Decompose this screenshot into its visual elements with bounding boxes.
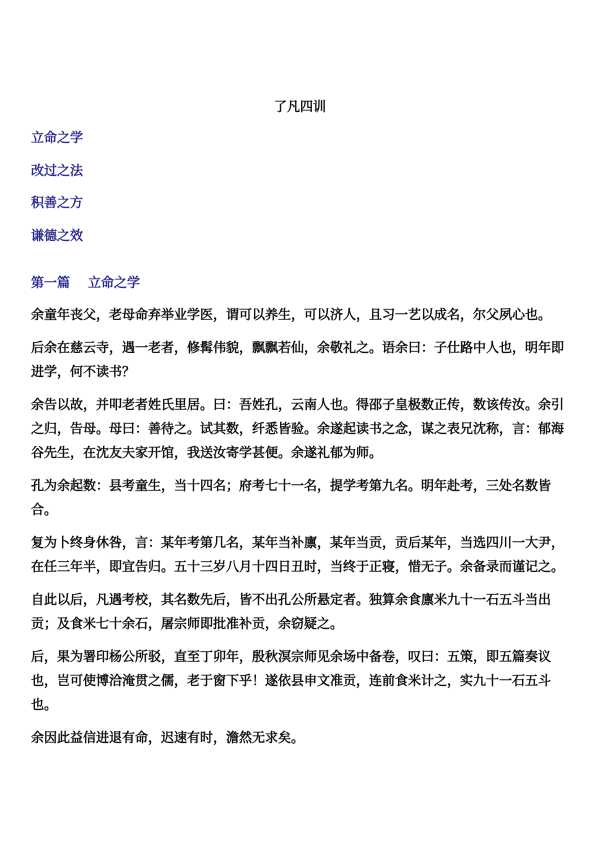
- paragraph: 余童年丧父，老母命弃举业学医，谓可以养生，可以济人，且习一艺以成名，尔父夙心也。: [31, 308, 552, 323]
- paragraph: 复为卜终身休咎，言：某年考第几名，某年当补廪，某年当贡，贡后某年，当选四川一大尹，在任三年半，即宜告归。五十三岁八月十四日丑时，当终于正寝，惜无子。余备录而谨记之。: [31, 536, 565, 575]
- paragraph: 余告以故，并叩老者姓氏里居。曰：吾姓孔，云南人也。得邵子皇极数正传，数该传汝。余引之归，告母。母曰：善待之。试其数，纤悉皆验。余遂起读书之念，谋之表兄沈称，言：郁海谷先生，在沈友夫家开馆，我送汝寄学甚便。余遂礼郁为师。: [31, 398, 565, 461]
- document-title: 了凡四训: [273, 100, 326, 115]
- chapter-name: 立命之学: [88, 276, 141, 291]
- paragraph: 余因此益信进退有命，迟速有时，澹然无求矣。: [31, 731, 305, 746]
- paragraph: 孔为余起数：县考童生，当十四名；府考七十一名，提学考第九名。明年赴考，三处名数皆合。: [31, 479, 552, 518]
- chapter-number: 第一篇: [31, 276, 71, 291]
- table-of-contents: [31, 129, 83, 259]
- toc-item-goodness[interactable]: 积善之方: [31, 196, 84, 211]
- chapter-heading: [31, 272, 140, 291]
- toc-item-humility[interactable]: 谦德之效: [31, 228, 84, 244]
- toc-item-fate[interactable]: 立命之学: [31, 131, 84, 146]
- paragraph: 自此以后，凡遇考校，其名数先后，皆不出孔公所悬定者。独算余食廪米九十一石五斗当出贡；及食米七十余石，屠宗师即批准补贡，余窃疑之。: [31, 593, 552, 632]
- paragraph: 后余在慈云寺，遇一老者，修髯伟貌，飘飘若仙，余敬礼之。语余曰：子仕路中人也，明年即进学，何不读书？: [31, 341, 565, 380]
- toc-item-reform[interactable]: 改过之法: [31, 163, 84, 179]
- chapter-body: [31, 304, 571, 760]
- paragraph: 后，果为署印杨公所驳，直至丁卯年，殷秋溟宗师见余场中备卷，叹曰：五策，即五篇奏议也，岂可使博洽淹贯之儒，老于窗下乎！遂依县申文准贡，连前食米计之，实九十一石五斗也。: [31, 650, 552, 713]
